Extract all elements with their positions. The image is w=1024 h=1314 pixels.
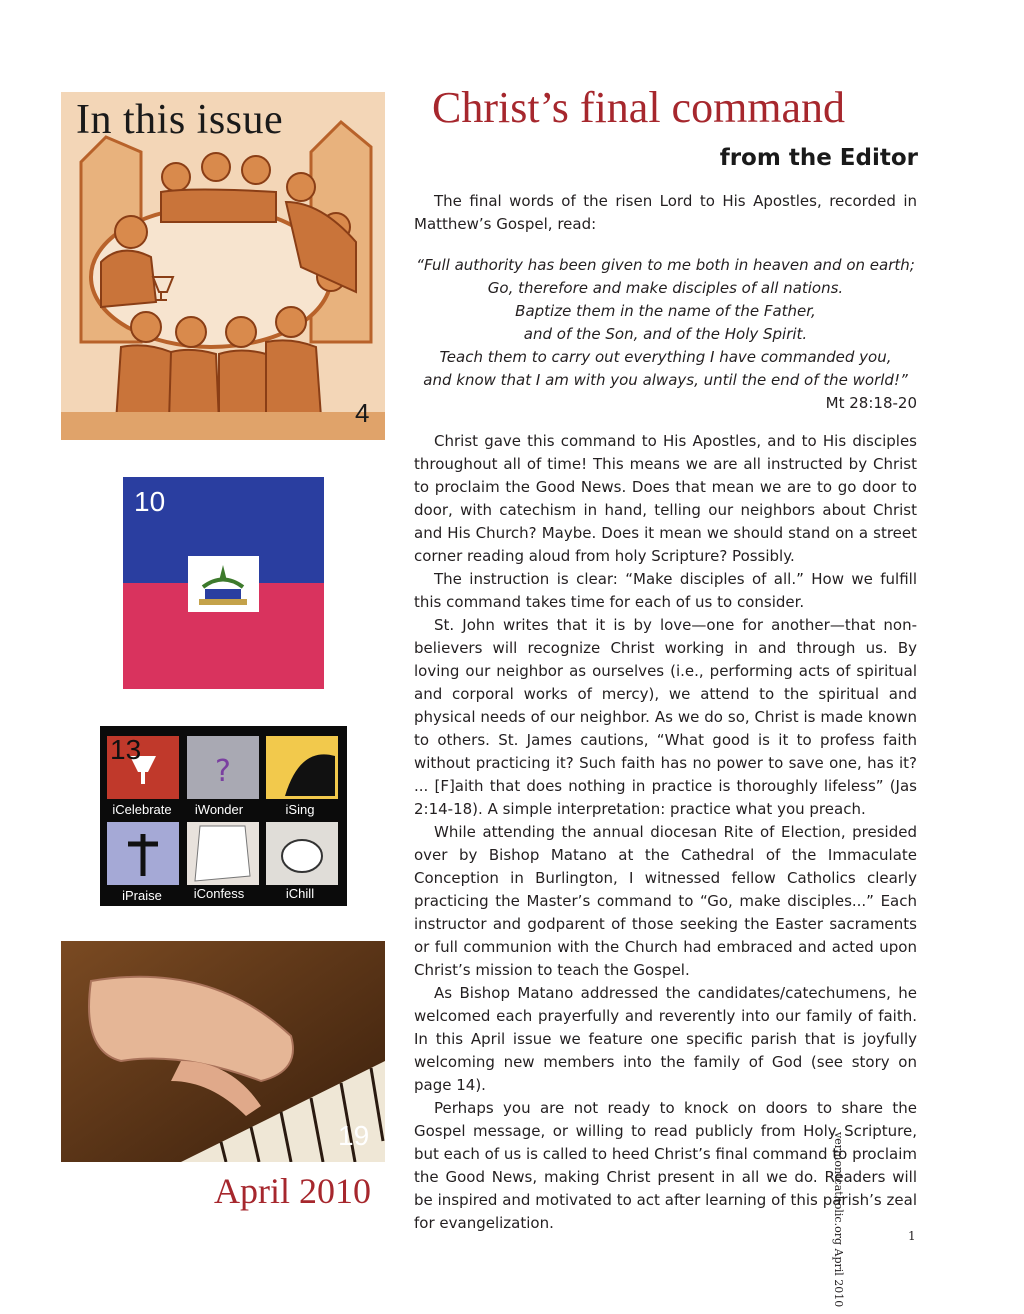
tile-label-ichill[interactable]: iChill [285,886,315,901]
article-byline: from the Editor [719,145,918,171]
page-number-4: 4 [355,398,370,428]
piano-image[interactable] [61,941,385,1162]
issue-date: April 2010 [214,1171,371,1211]
article-headline: Christ’s final command [432,83,846,132]
tile-label-icelebrate[interactable]: iCelebrate [112,802,172,817]
page-number-10: 10 [134,486,166,517]
body-paragraph: As Bishop Matano addressed the candidates/catechumens, he welcomed each prayerfully and reverently into our family of faith. In this April issue we feature one specific parish that is joyfully welcoming new members into the family of God (see story on page 14). [414,984,917,1094]
body-paragraph: Christ gave this command to His Apostles, and to His disciples throughout all of time! This means we are all instructed by Christ to proclaim the Good News. Does that mean we are to go door to door, with catechism in hand, telling our neighbors about Christ and His Church? Maybe. Does it mean we should stand on a street corner reading aloud from holy Scripture? Possibly. [414,432,917,565]
article-body [414,430,917,1235]
scripture-quote [414,254,917,415]
last-supper-image[interactable] [61,92,385,440]
intro-paragraph: The final words of the risen Lord to His Apostles, recorded in Matthew’s Gospel, read: [414,192,917,233]
quote-line: “Full authority has been given to me both in heaven and on earth; [416,256,915,274]
side-website-text: vermontcatholic.org April 2010 [832,1132,845,1308]
body-paragraph: While attending the annual diocesan Rite of Election, presided over by Bishop Matano at the Cathedral of the Immaculate Conception in Burlington, I witnessed fellow Catholics clearly practicing the Master’s command to “Go, make disciples...” Each instructor and godparent of those seeking the Easter sacraments or full communion with the Church had embraced and acted upon Christ’s mission to teach the Gospel. [414,823,917,979]
quote-line: and know that I am with you always, until the end of the world!” [423,371,908,389]
page-folio: 1 [908,1229,916,1243]
quote-line: Go, therefore and make disciples of all nations. [487,279,844,297]
tile-label-iwonder[interactable]: iWonder [194,802,244,817]
tile-label-iconfess[interactable]: iConfess [193,886,245,901]
body-paragraph: St. John writes that it is by love—one for another—that non-believers will recognize Christ working in and through us. By loving our neighbor as ourselves (i.e., performing acts of spiritual and corporal works of mercy), we attend to the spiritual and physical needs of our neighbor. As we do so, Christ is made known to others. St. James cautions, “What good is it to profess faith without practicing it? Such faith has no power to save one, has it? ... [F]aith that does nothing in practice is thoroughly lifeless” (Jas 2:14-18). A simple interpretation: practice what you preach. [414,616,917,818]
quote-line: Baptize them in the name of the Father, [515,302,816,320]
svg-text:?: ? [215,754,231,789]
quote-citation: Mt 28:18-20 [825,394,917,412]
article-intro [414,190,917,236]
page-number-13: 13 [110,734,142,765]
quote-line: and of the Son, and of the Holy Spirit. [523,325,808,343]
tile-label-ising[interactable]: iSing [285,802,315,817]
in-this-issue-title: In this issue [76,97,284,143]
quote-line: Teach them to carry out everything I have commanded you, [439,348,892,366]
page-number-19: 19 [338,1120,370,1151]
tile-label-ipraise[interactable]: iPraise [122,888,162,903]
body-paragraph: Perhaps you are not ready to knock on doors to share the Gospel message, or willing to read publicly from Holy Scripture, but each of us is called to heed Christ’s final command to proclaim the Good News, making Christ present in all we do. Readers will be inspired and motivated to act after learning of this parish’s zeal for evangelization. [414,1099,917,1232]
body-paragraph: The instruction is clear: “Make disciples of all.” How we fulfill this command takes time for each of us to consider. [414,570,917,611]
